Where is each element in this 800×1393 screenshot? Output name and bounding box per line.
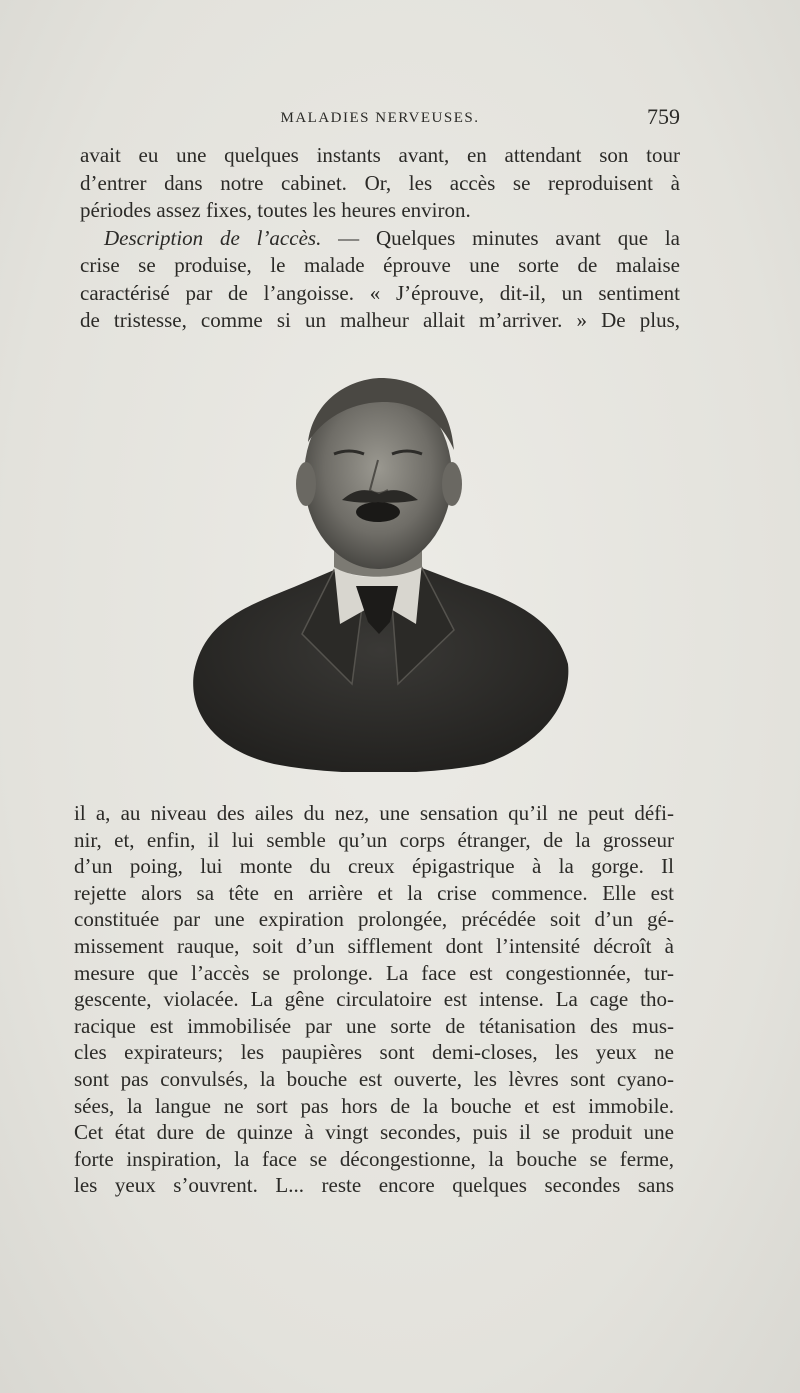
text-line: caractérisé par de l’angoisse. « J’éprouve, dit-il, un sentiment	[80, 280, 680, 305]
text-line: mesure que l’accès se prolonge. La face est congestionnée, tur-	[74, 960, 674, 985]
text-line: avait eu une quelques instants avant, en attendant son tour	[80, 143, 680, 167]
page-header	[80, 104, 680, 134]
page-number: 759	[647, 104, 680, 129]
text-line: crise se produise, le malade éprouve une sorte de malaise	[80, 253, 680, 277]
text-line: missement rauque, soit d’un sifflement dont l’intensité décroît à	[74, 933, 674, 958]
text-line: d’entrer dans notre cabinet. Or, les accès se reproduisent à	[80, 170, 680, 195]
patient-portrait-photo	[184, 372, 570, 772]
text-line: racique est immobilisée par une sorte de tétanisation des mus-	[74, 1013, 674, 1038]
text-line: périodes assez fixes, toutes les heures environ.	[80, 198, 471, 222]
text-line: cles expirateurs; les paupières sont demi-closes, les yeux ne	[74, 1040, 674, 1065]
text-line: rejette alors sa tête en arrière et la crise commence. Elle est	[74, 880, 674, 905]
description-first-line-rest: — Quelques minutes avant que la	[321, 225, 680, 250]
bottom-text-block	[74, 800, 674, 1199]
text-line: de tristesse, comme si un malheur allait m’arriver. » De plus,	[80, 308, 680, 332]
text-line: sées, la langue ne sort pas hors de la bouche et est immobile.	[74, 1093, 674, 1118]
top-text-block	[80, 142, 680, 335]
text-line: constituée par une expiration prolongée, précédée soit d’un gé-	[74, 907, 674, 932]
text-line: sont pas convulsés, la bouche est ouverte, les lèvres sont cyano-	[74, 1066, 674, 1091]
description-first-line	[80, 225, 680, 253]
text-line: gescente, violacée. La gêne circulatoire est intense. La cage tho-	[74, 987, 674, 1012]
text-line: forte inspiration, la face se décongestionne, la bouche se ferme,	[74, 1146, 674, 1171]
text-line: d’un poing, lui monte du creux épigastrique à la gorge. Il	[74, 854, 674, 879]
text-line: il a, au niveau des ailes du nez, une sensation qu’il ne peut défi-	[74, 801, 674, 825]
description-heading: Description de l’accès.	[104, 225, 322, 250]
text-line: les yeux s’ouvrent. L... reste encore quelques secondes sans	[74, 1173, 674, 1198]
running-title: MALADIES NERVEUSES.	[280, 110, 480, 126]
text-line: nir, et, enfin, il lui semble qu’un corps étranger, de la grosseur	[74, 827, 674, 852]
text-line: Cet état dure de quinze à vingt secondes, puis il se produit une	[74, 1120, 674, 1145]
